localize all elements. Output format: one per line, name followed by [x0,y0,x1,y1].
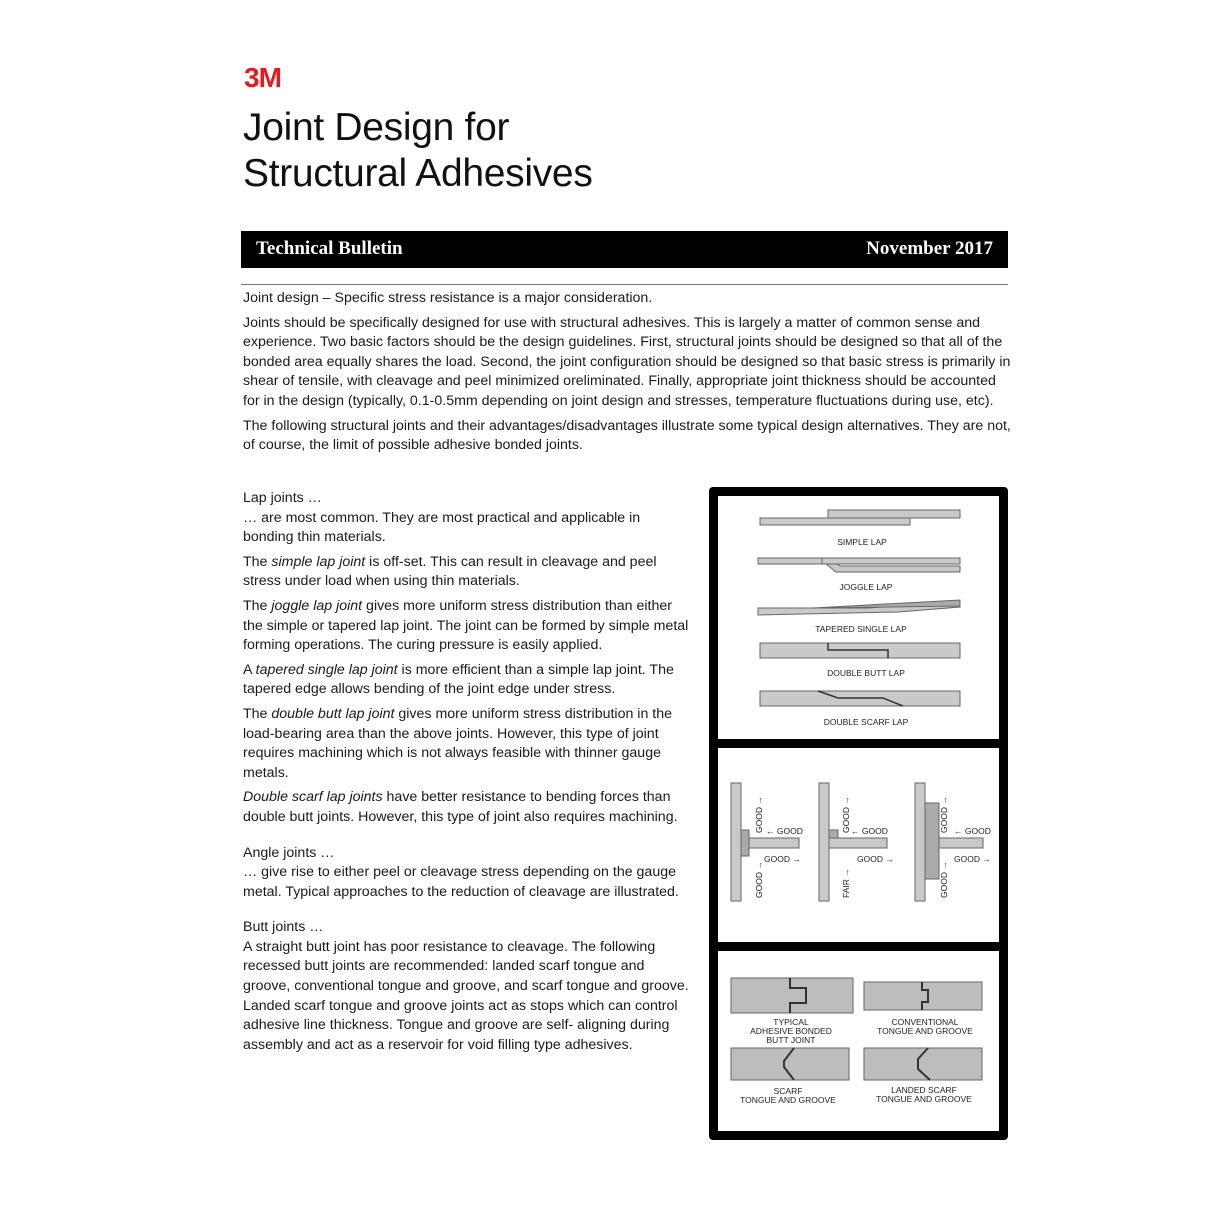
double-butt-pre: The [243,705,272,722]
angle2-vertical [819,783,829,901]
label-landed-scarf-2: TONGUE AND GROOVE [876,1094,972,1104]
angle3-horizontal [939,838,983,848]
3m-logo: 3M [244,62,281,93]
angle1-horizontal [741,838,799,848]
angle1-vertical [731,783,741,901]
joggle-lap-text: gives more uniform stress distribution than either the simple or tapered lap joint. The joint can be formed by simple metal forming operations. The curing pressure is easily applied. [243,597,689,654]
double-scarf-text: have better resistance to bending forces than double butt joints. However, this type of joint also requires machining. [243,789,678,825]
angle1-good-up: GOOD → [754,796,764,833]
angle3-good-right: GOOD → [954,854,991,864]
angle2-fair-down: FAIR → [841,868,851,898]
page-title [243,105,593,197]
simple-lap-bottom-plate [760,518,910,525]
label-double-scarf-lap: DOUBLE SCARF LAP [823,717,909,727]
joggle-lap-pre: The [243,597,272,614]
simple-lap-term: simple lap joint [271,553,366,570]
joggle-lap-top [822,558,960,564]
double-butt-text: gives more uniform stress distribution in the load-bearing area than the above joints. However, this type of joint requires machining which is not always feasible with thinner gauge metals. [243,705,673,781]
angle2-good-left: ← GOOD [851,826,888,836]
tapered-lap-paragraph [243,661,693,700]
angle-heading: Angle joints … [243,844,335,861]
intro-paragraph-2: Joints should be specifically designed for use with structural adhesives. This is largely a matter of common sense and experience. Two basic factors should be the design guidelines. First, structural joints should be designed so that all of the bonded area equally shares the load. Second, the joint configuration should be designed so that basic stress is primarily in shear of tensile, with cleavage and peel minimized oreliminated. Finally, appropriate joint thickness should be accounted for in the design (typically, 0.1-0.5mm depending on joint design and stresses, temperature fluctuations during use, etc). [243,314,1011,409]
tapered-lap-pre: A [243,661,256,678]
label-tapered-single-lap: TAPERED SINGLE LAP [815,624,907,634]
simple-lap-paragraph [243,553,693,592]
bulletin-label: Technical Bulletin [256,238,403,259]
label-typical-2: ADHESIVE BONDED [750,1026,832,1036]
angle-section [243,844,693,903]
lap-heading: Lap joints … [243,490,322,506]
angle-joints-figure [718,748,999,942]
divider [241,284,1008,285]
tapered-lap-text: is more efficient than a simple lap joint. The tapered edge allows bending of the joint edge under stress. [243,661,674,698]
figures-frame [709,487,1008,1140]
joggle-lap-paragraph [243,597,693,656]
simple-lap-pre: The [243,553,272,570]
intro-paragraph-3: The following structural joints and their advantages/disadvantages illustrate some typical design alternatives. They are not, of course, the limit of possible adhesive bonded joints. [243,417,1011,454]
label-simple-lap: SIMPLE LAP [837,537,887,547]
angle3-doubler [925,803,939,879]
label-joggle-lap: JOGGLE LAP [839,582,893,592]
butt-joints-drawing [718,951,999,1131]
angle3-good-up: GOOD → [939,796,949,833]
label-scarf-1: SCARF [773,1086,803,1096]
double-butt-paragraph [243,705,693,783]
lap-joints-figure [718,496,999,739]
tapered-lap-term: tapered single lap joint [255,661,398,678]
joint-descriptions [243,489,693,1060]
bulletin-date: November 2017 [866,238,993,259]
label-typical-1: TYPICAL [773,1017,809,1027]
double-scarf-term: Double scarf lap joints [243,789,383,806]
label-typical-3: BUTT JOINT [766,1035,816,1045]
angle2-good-right: GOOD → [857,854,894,864]
angle3-vertical [915,783,925,901]
butt-heading: Butt joints … [243,919,324,936]
simple-lap-top-plate [828,510,960,518]
angle2-bracket [829,830,838,838]
tapered-lap-top [813,600,960,608]
butt-joints-figure [718,951,999,1131]
angle-joints-drawing [718,748,999,942]
joggle-lap-term: joggle lap joint [271,597,363,614]
label-double-butt-lap: DOUBLE BUTT LAP [827,668,905,678]
label-landed-scarf-1: LANDED SCARF [891,1085,957,1095]
label-conventional-2: TONGUE AND GROOVE [877,1026,973,1036]
angle1-good-right: GOOD → [764,854,801,864]
intro-section [243,289,1011,461]
angle1-good-left: ← GOOD [766,826,803,836]
lap-section [243,489,693,548]
typical-butt-plate [731,978,853,1013]
butt-body: A straight butt joint has poor resistance to cleavage. The following recessed butt joints are recommended: landed scarf tongue and groove, conventional tongue and groove, and scarf tongue and groove. Landed scarf tongue and groove joints act as stops which can control adhesive line thickness. Tongue and groove are self- aligning during assembly and act as a reservoir for void filling type adhesives. [243,938,689,1053]
lap-lead: … are most common. They are most practical and applicable in bonding thin materials. [243,509,641,546]
angle3-good-down: GOOD → [939,861,949,898]
title-line-2: Structural Adhesives [243,152,593,195]
angle2-horizontal [829,838,887,848]
title-line-1: Joint Design for [243,106,510,149]
label-scarf-2: TONGUE AND GROOVE [740,1095,836,1105]
angle1-good-down: GOOD → [754,861,764,898]
intro-paragraph-1: Joint design – Specific stress resistance is a major consideration. [243,290,653,306]
butt-section [243,918,693,1055]
label-conventional-1: CONVENTIONAL [891,1017,959,1027]
angle3-good-left: ← GOOD [954,826,991,836]
angle2-good-up: GOOD → [841,796,851,833]
bulletin-bar [241,231,1008,268]
double-butt-term: double butt lap joint [271,705,395,722]
simple-lap-text: is off-set. This can result in cleavage and peel stress under load when using thin materials. [243,553,657,590]
angle-body: … give rise to either peel or cleavage stress depending on the gauge metal. Typical approaches to the reduction of cleavage are illustrated. [243,864,679,900]
lap-joints-drawing [718,496,999,739]
angle1-block [741,830,749,856]
double-scarf-paragraph [243,788,693,827]
